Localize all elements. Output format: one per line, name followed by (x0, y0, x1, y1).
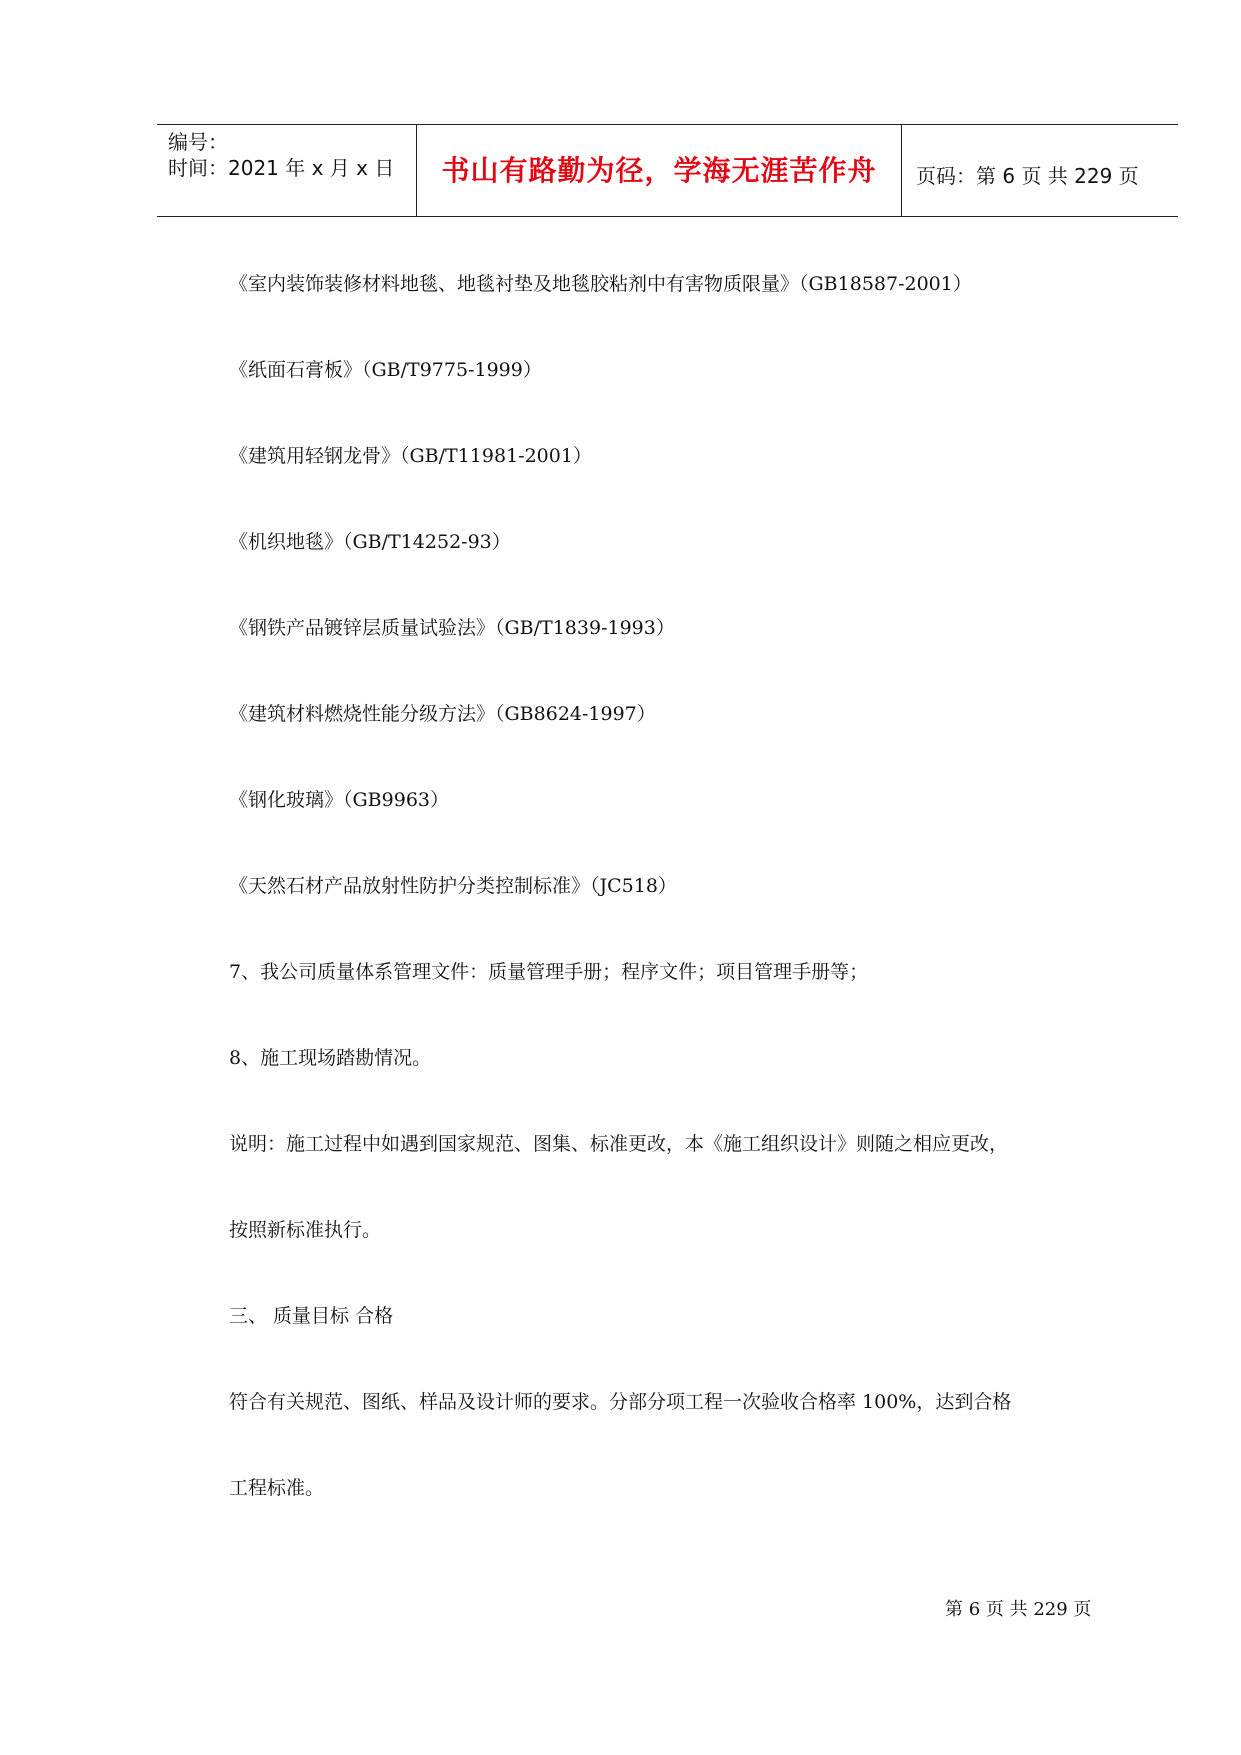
serial-number-label: 编号： (168, 130, 228, 154)
standard-item: 《机织地毯》（GB/T14252-93） (229, 531, 511, 553)
document-body (229, 269, 1129, 1559)
page-header (157, 124, 1178, 217)
body-paragraph-line: 工程标准。 (229, 1477, 325, 1499)
header-meta-cell (157, 125, 417, 216)
standard-item: 《天然石材产品放射性防护分类控制标准》（JC518） (229, 875, 677, 897)
header-motto-cell (417, 125, 902, 216)
standard-item: 《钢化玻璃》（GB9963） (229, 789, 449, 811)
header-page-info: 页码：第 6 页 共 229 页 (916, 164, 1139, 188)
standard-item: 《钢铁产品镀锌层质量试验法》（GB/T1839-1993） (229, 617, 675, 639)
note-paragraph-line: 按照新标准执行。 (229, 1219, 382, 1241)
header-page-cell (902, 125, 1178, 216)
motto-text: 书山有路勤为径，学海无涯苦作舟 (441, 154, 877, 187)
numbered-item-8: 8、施工现场踏勘情况。 (229, 1047, 432, 1069)
page-footer: 第 6 页 共 229 页 (945, 1599, 1092, 1620)
standard-item: 《室内装饰装修材料地毯、地毯衬垫及地毯胶粘剂中有害物质限量》（GB18587-2001） (229, 273, 972, 295)
note-paragraph-line: 说明：施工过程中如遇到国家规范、图集、标准更改，本《施工组织设计》则随之相应更改， (229, 1133, 1009, 1155)
standard-item: 《纸面石膏板》（GB/T9775-1999） (229, 359, 542, 381)
numbered-item-7: 7、我公司质量体系管理文件：质量管理手册；程序文件；项目管理手册等； (229, 961, 869, 983)
date-label: 时间：2021 年 x 月 x 日 (168, 156, 395, 180)
standard-item: 《建筑用轻钢龙骨》（GB/T11981-2001） (229, 445, 592, 467)
standard-item: 《建筑材料燃烧性能分级方法》（GB8624-1997） (229, 703, 656, 725)
section-heading: 三、 质量目标 合格 (229, 1305, 394, 1327)
body-paragraph-line: 符合有关规范、图纸、样品及设计师的要求。分部分项工程一次验收合格率 100%，达到合格 (229, 1391, 1012, 1413)
